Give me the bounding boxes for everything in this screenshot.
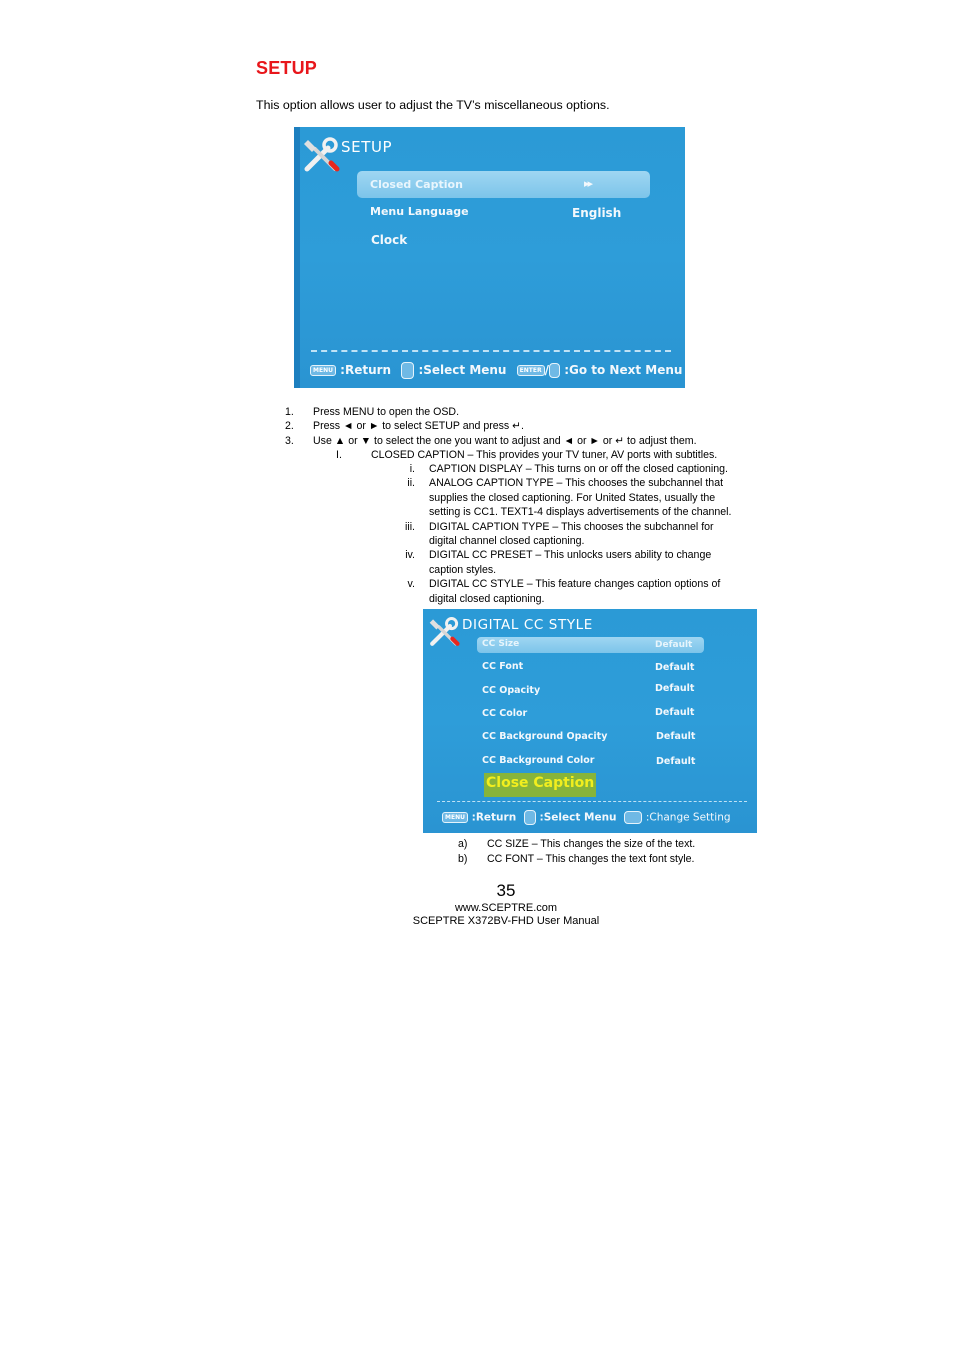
footer-return-label: :Return <box>340 363 392 377</box>
option-text: CC FONT – This changes the text font style. <box>487 852 695 865</box>
setup-osd-title: SETUP <box>341 138 393 156</box>
closed-caption-sublist <box>395 462 775 606</box>
tools-icon <box>428 616 460 648</box>
sub-number: ii. <box>407 477 415 490</box>
cc-value-background-color: Default <box>656 756 696 767</box>
closed-caption-item <box>336 448 766 462</box>
step-text: Press MENU to open the OSD. <box>313 406 460 418</box>
sub-line: digital channel closed captioning. <box>429 535 585 548</box>
sub-line: CAPTION DISPLAY – This turns on or off the closed captioning. <box>429 463 728 475</box>
chevron-right-icon: ▸▸ <box>584 177 592 190</box>
cc-value-opacity: Default <box>655 683 695 694</box>
sub-line: ANALOG CAPTION TYPE – This chooses the subchannel that <box>429 477 724 490</box>
sub-line: setting is CC1. TEXT1-4 displays advertisements of the channel. <box>429 506 732 519</box>
cc-preview-text: Close Caption <box>486 775 595 791</box>
option-number: b) <box>458 852 468 865</box>
sub-line: caption styles. <box>429 563 497 576</box>
cc-osd-title: DIGITAL CC STYLE <box>462 617 593 633</box>
footer-next-label: :Go to Next Menu <box>564 363 683 377</box>
sub-item <box>395 520 775 549</box>
sub-line: DIGITAL CC STYLE – This feature changes caption options of <box>429 578 721 591</box>
footer-website: www.SCEPTRE.com <box>454 902 558 914</box>
footer-select-label: :Select Menu <box>418 363 507 377</box>
item-number: I. <box>336 449 342 461</box>
cc-item-font[interactable]: CC Font <box>482 661 524 672</box>
up-down-key-icon <box>401 362 414 379</box>
cc-style-osd-screenshot <box>423 609 757 833</box>
setup-value-menu-language: English <box>572 206 622 220</box>
osd-edge <box>294 127 300 388</box>
setup-item-menu-language[interactable]: Menu Language <box>370 205 469 218</box>
step-number: 1. <box>285 406 294 418</box>
sub-item <box>395 462 775 476</box>
sub-number: i. <box>409 463 415 475</box>
sub-number: iv. <box>405 549 415 562</box>
setup-osd-divider <box>311 350 671 352</box>
footer-return-label: :Return <box>471 811 517 824</box>
sub-line: DIGITAL CAPTION TYPE – This chooses the subchannel for <box>429 520 714 533</box>
cc-item-color[interactable]: CC Color <box>482 708 528 719</box>
step-number: 2. <box>285 420 294 433</box>
sub-item <box>395 548 775 577</box>
sub-item <box>395 577 775 606</box>
right-key-icon <box>549 363 560 378</box>
cc-item-background-opacity[interactable]: CC Background Opacity <box>482 731 608 742</box>
footer-select-label: :Select Menu <box>539 811 617 824</box>
footer-change-label: :Change Setting <box>645 811 731 824</box>
page-number: 35 <box>496 881 516 900</box>
setup-item-clock[interactable]: Clock <box>371 233 408 247</box>
cc-osd-footer <box>442 810 731 825</box>
page-title: SETUP <box>256 58 318 78</box>
footer-manual-name: SCEPTRE X372BV-FHD User Manual <box>412 915 600 927</box>
sub-number: iii. <box>404 520 415 533</box>
item-text: CLOSED CAPTION – This provides your TV tuner, AV ports with subtitles. <box>371 449 718 461</box>
option-text: CC SIZE – This changes the size of the text. <box>487 838 696 850</box>
sub-number: v. <box>407 578 415 591</box>
step-text: Use ▲ or ▼ to select the one you want to adjust and ◄ or ► or ↵ to adjust them. <box>313 434 697 447</box>
intro-text: This option allows user to adjust the TV’s miscellaneous options. <box>256 98 610 112</box>
cc-item-size[interactable]: CC Size <box>482 639 520 649</box>
menu-key-icon: MENU <box>442 812 468 823</box>
menu-key-icon: MENU <box>310 365 336 376</box>
sub-line: supplies the closed captioning. For United States, usually the <box>429 491 716 504</box>
cc-value-color: Default <box>655 707 695 718</box>
enter-key-icon: ENTER <box>517 365 545 376</box>
up-down-key-icon <box>524 810 536 825</box>
step-text: Press ◄ or ► to select SETUP and press ↵. <box>313 420 524 433</box>
sub-item <box>395 476 775 519</box>
tools-icon <box>302 136 340 174</box>
left-right-key-icon <box>624 811 642 824</box>
cc-value-background-opacity: Default <box>656 731 696 742</box>
cc-value-size: Default <box>655 640 693 650</box>
cc-value-font: Default <box>655 662 695 673</box>
setup-osd-footer: MENU :Return :Select Menu ENTER / :Go to Next Menu <box>310 362 682 379</box>
cc-osd-divider <box>437 801 747 802</box>
sub-line: DIGITAL CC PRESET – This unlocks users ability to change <box>429 549 712 562</box>
sub-line: digital closed captioning. <box>429 592 545 605</box>
cc-item-opacity[interactable]: CC Opacity <box>482 685 541 696</box>
cc-item-background-color[interactable]: CC Background Color <box>482 755 595 766</box>
setup-item-closed-caption[interactable]: Closed Caption <box>370 178 463 191</box>
option-number: a) <box>458 838 468 850</box>
step-number: 3. <box>285 434 294 447</box>
setup-osd-screenshot <box>294 127 685 388</box>
